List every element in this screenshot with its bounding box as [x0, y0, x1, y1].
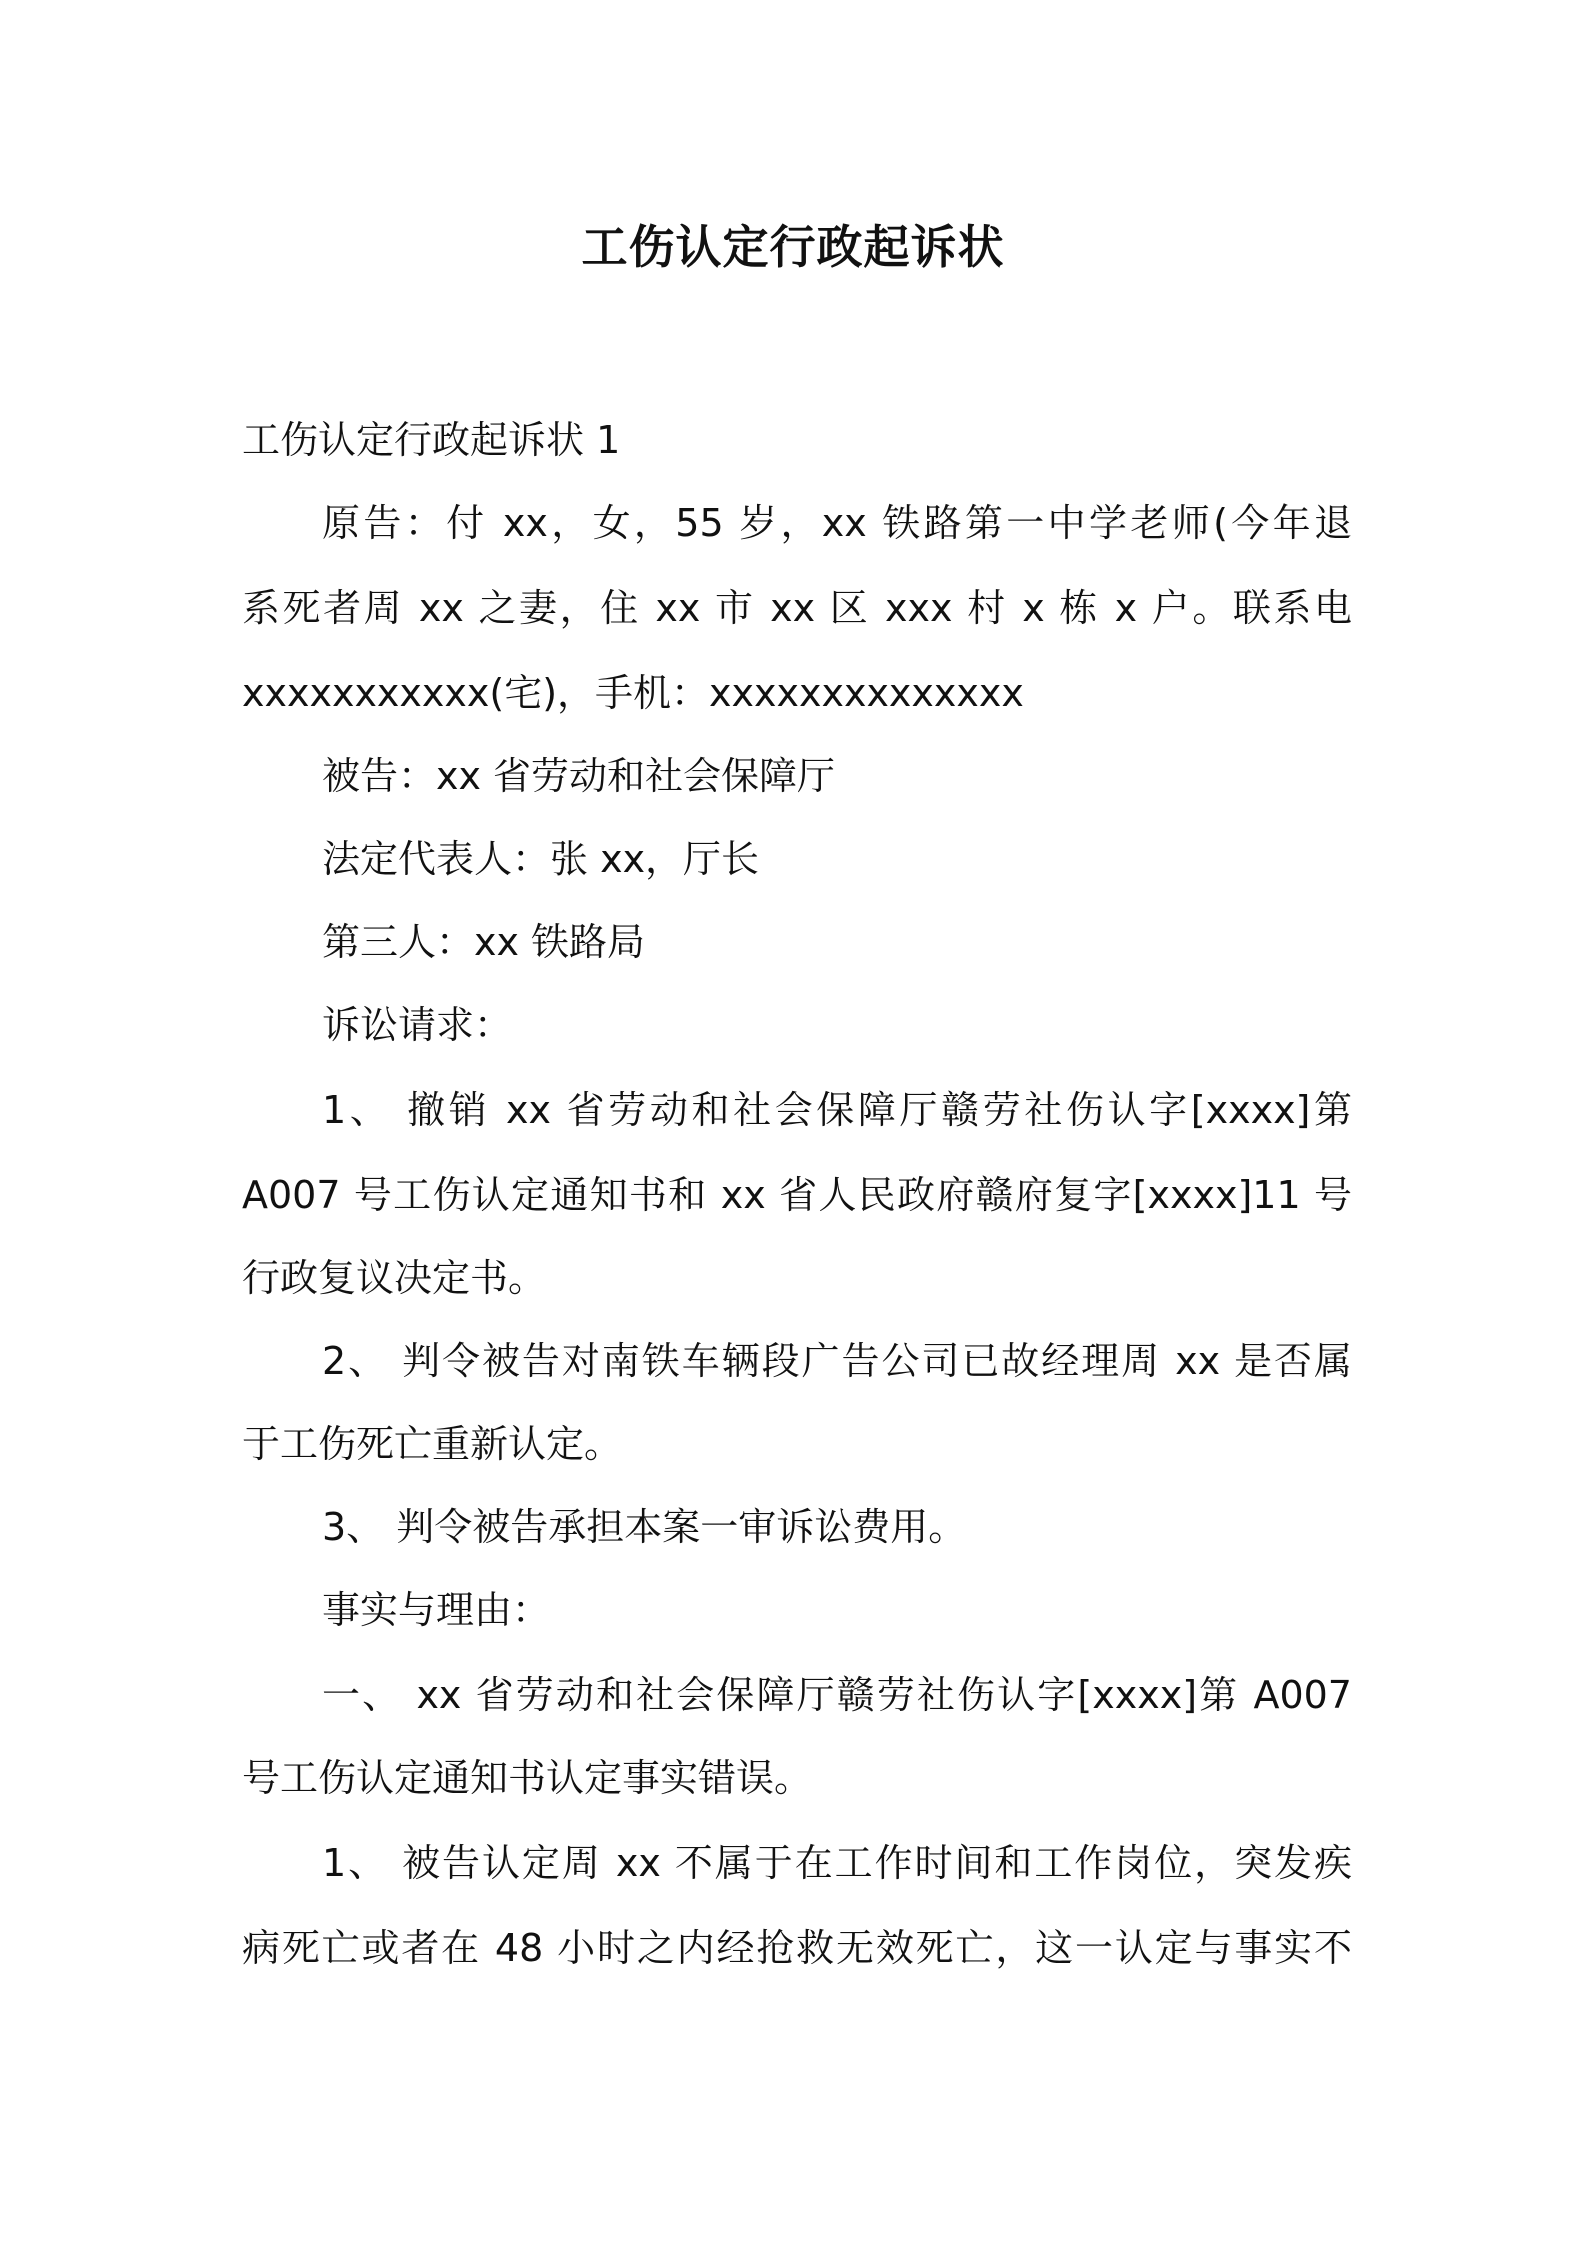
fact-1-line: 一、 xx 省劳动和社会保障厅赣劳社伤认字[xxxx]第 A007	[322, 1673, 1352, 1717]
facts-heading: 事实与理由：	[322, 1588, 551, 1632]
claim-2-line: 2、 判令被告对南铁车辆段广告公司已故经理周 xx 是否属	[322, 1339, 1352, 1383]
claim-1-line: 1、 撤销 xx 省劳动和社会保障厅赣劳社伤认字[xxxx]第	[322, 1088, 1352, 1132]
fact-1-1-line-cont: 病死亡或者在 48 小时之内经抢救无效死亡，这一认定与事实不	[242, 1926, 1352, 1970]
fact-1-1-line: 1、 被告认定周 xx 不属于在工作时间和工作岗位，突发疾	[322, 1841, 1352, 1885]
plaintiff-line-cont: 系死者周 xx 之妻，住 xx 市 xx 区 xxx 村 x 栋 x 户。联系电	[242, 586, 1352, 630]
section-heading: 工伤认定行政起诉状 1	[242, 418, 621, 462]
legal-representative-line: 法定代表人：张 xx，厅长	[322, 837, 760, 881]
claim-3-line: 3、 判令被告承担本案一审诉讼费用。	[322, 1505, 967, 1549]
plaintiff-line: 原告：付 xx，女，55 岁，xx 铁路第一中学老师(今年退	[322, 501, 1352, 545]
plaintiff-phone-line: xxxxxxxxxxx(宅)，手机：xxxxxxxxxxxxxx	[242, 671, 1024, 715]
claim-2-line-end: 于工伤死亡重新认定。	[242, 1422, 623, 1466]
third-party-line: 第三人：xx 铁路局	[322, 920, 646, 964]
document-title: 工伤认定行政起诉状	[581, 220, 1005, 274]
claim-1-line-cont: A007 号工伤认定通知书和 xx 省人民政府赣府复字[xxxx]11 号	[242, 1173, 1352, 1217]
fact-1-line-end: 号工伤认定通知书认定事实错误。	[242, 1756, 813, 1800]
claim-1-line-end: 行政复议决定书。	[242, 1256, 547, 1300]
defendant-line: 被告：xx 省劳动和社会保障厅	[322, 754, 836, 798]
claims-heading: 诉讼请求：	[322, 1003, 513, 1047]
